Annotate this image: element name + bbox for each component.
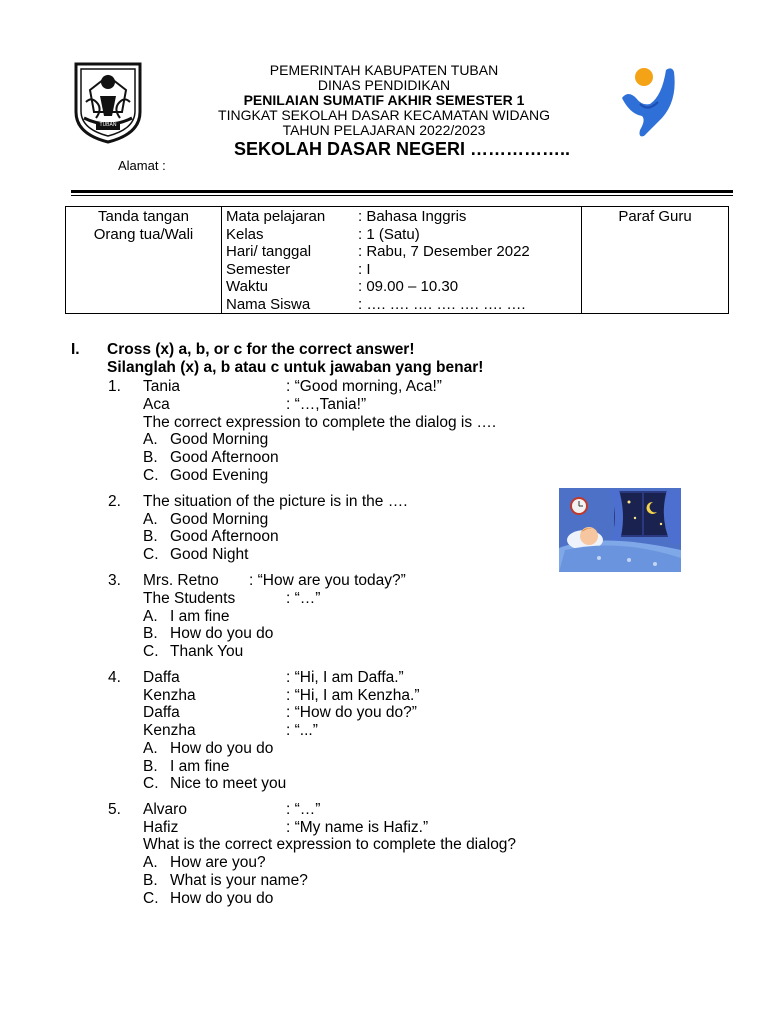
info-row: Kelas : 1 (Satu) [226,225,420,243]
signature-label-line2: Orang tua/Wali [93,225,194,243]
dialog-speaker: Tania [143,378,181,395]
dialog-speaker: Mrs. Retno [143,572,219,589]
header-divider-thin [71,195,733,196]
header-exam-title: PENILAIAN SUMATIF AKHIR SEMESTER 1 [243,92,525,108]
option-text[interactable]: What is your name? [170,872,308,889]
option-letter[interactable]: B. [143,449,158,466]
option-letter[interactable]: B. [143,625,158,642]
option-letter[interactable]: A. [143,740,158,757]
subject-details-cell [222,207,582,314]
header-divider-thick [71,190,733,193]
question-number: 2. [108,493,121,510]
dialog-line: : “…” [286,801,321,818]
option-letter[interactable]: C. [143,546,159,563]
question-number: 5. [108,801,121,818]
option-text[interactable]: How are you? [170,854,266,871]
dialog-speaker: Aca [143,396,170,413]
option-text[interactable]: Good Morning [170,431,269,448]
question-text: What is the correct expression to complete the dialog? [143,836,517,853]
option-letter[interactable]: A. [143,854,158,871]
dialog-line: : “…,Tania!” [286,396,367,413]
info-row: Hari/ tanggal : Rabu, 7 Desember 2022 [226,243,530,260]
option-text[interactable]: Good Night [170,546,249,563]
instruction-english: Cross (x) a, b, or c for the correct answer! [107,341,415,358]
dialog-line: : “...” [286,722,318,739]
signature-label-line1: Tanda tangan [98,208,189,225]
header-school-year: TAHUN PELAJARAN 2022/2023 [282,122,486,138]
dialog-speaker: Alvaro [143,801,187,818]
header-government: PEMERINTAH KABUPATEN TUBAN [269,62,499,78]
question-text: The correct expression to complete the dialog is …. [143,414,497,431]
question-text: The situation of the picture is in the …. [143,493,408,510]
option-text[interactable]: I am fine [170,758,230,775]
seal-banner-text: TUBAN [99,122,117,128]
info-row: Waktu : 09.00 – 10.30 [226,278,459,295]
night-sleeping-picture [559,488,681,572]
option-text[interactable]: Good Afternoon [170,528,279,545]
dialog-line: : “My name is Hafiz.” [286,819,429,836]
dialog-speaker: Kenzha [143,687,196,704]
question-number: 4. [108,669,121,686]
option-text[interactable]: Good Morning [170,511,269,528]
option-letter[interactable]: A. [143,431,158,448]
teacher-initial-label: Paraf Guru [618,208,692,225]
dialog-line: : “Hi, I am Daffa.” [286,669,404,686]
dialog-speaker: Daffa [143,669,180,686]
info-row: Mata pelajaran : Bahasa Inggris [226,208,467,225]
section-number: I. [71,341,80,358]
option-letter[interactable]: C. [143,467,159,484]
option-text[interactable]: How do you do [170,740,274,757]
dialog-line: : “How do you do?” [286,704,417,721]
address-label: Alamat : [118,158,166,173]
dialog-line: : “…” [286,590,321,607]
header-level: TINGKAT SEKOLAH DASAR KECAMATAN WIDANG [218,107,550,123]
dialog-line: : “Hi, I am Kenzha.” [286,687,420,704]
parent-signature-cell [66,207,222,314]
dialog-speaker: Hafiz [143,819,179,836]
question-number: 3. [108,572,121,589]
option-letter[interactable]: A. [143,608,158,625]
dialog-speaker: The Students [143,590,236,607]
dialog-line: : “How are you today?” [249,572,406,589]
option-letter[interactable]: B. [143,528,158,545]
header-department: DINAS PENDIDIKAN [317,77,451,93]
question-number: 1. [108,378,121,395]
info-row: Nama Siswa : …. …. …. …. …. …. …. [226,295,526,313]
dialog-speaker: Daffa [143,704,180,721]
option-text[interactable]: Nice to meet you [170,775,287,792]
dialog-line: : “Good morning, Aca!” [286,378,442,395]
option-letter[interactable]: C. [143,775,159,792]
option-letter[interactable]: C. [143,643,159,660]
teacher-initial-cell [582,207,729,314]
info-row: Semester : I [226,260,371,278]
option-text[interactable]: I am fine [170,608,230,625]
option-text[interactable]: Thank You [170,643,244,660]
header-school-name: SEKOLAH DASAR NEGERI …………….. [233,139,571,159]
student-info-table [65,206,729,314]
option-text[interactable]: How do you do [170,890,274,907]
option-text[interactable]: Good Afternoon [170,449,279,466]
instruction-indonesian: Silanglah (x) a, b atau c untuk jawaban yang benar! [107,359,484,376]
option-text[interactable]: Good Evening [170,467,269,484]
option-letter[interactable]: B. [143,758,158,775]
dialog-speaker: Kenzha [143,722,196,739]
option-letter[interactable]: A. [143,511,158,528]
option-text[interactable]: How do you do [170,625,274,642]
option-letter[interactable]: B. [143,872,158,889]
option-letter[interactable]: C. [143,890,159,907]
